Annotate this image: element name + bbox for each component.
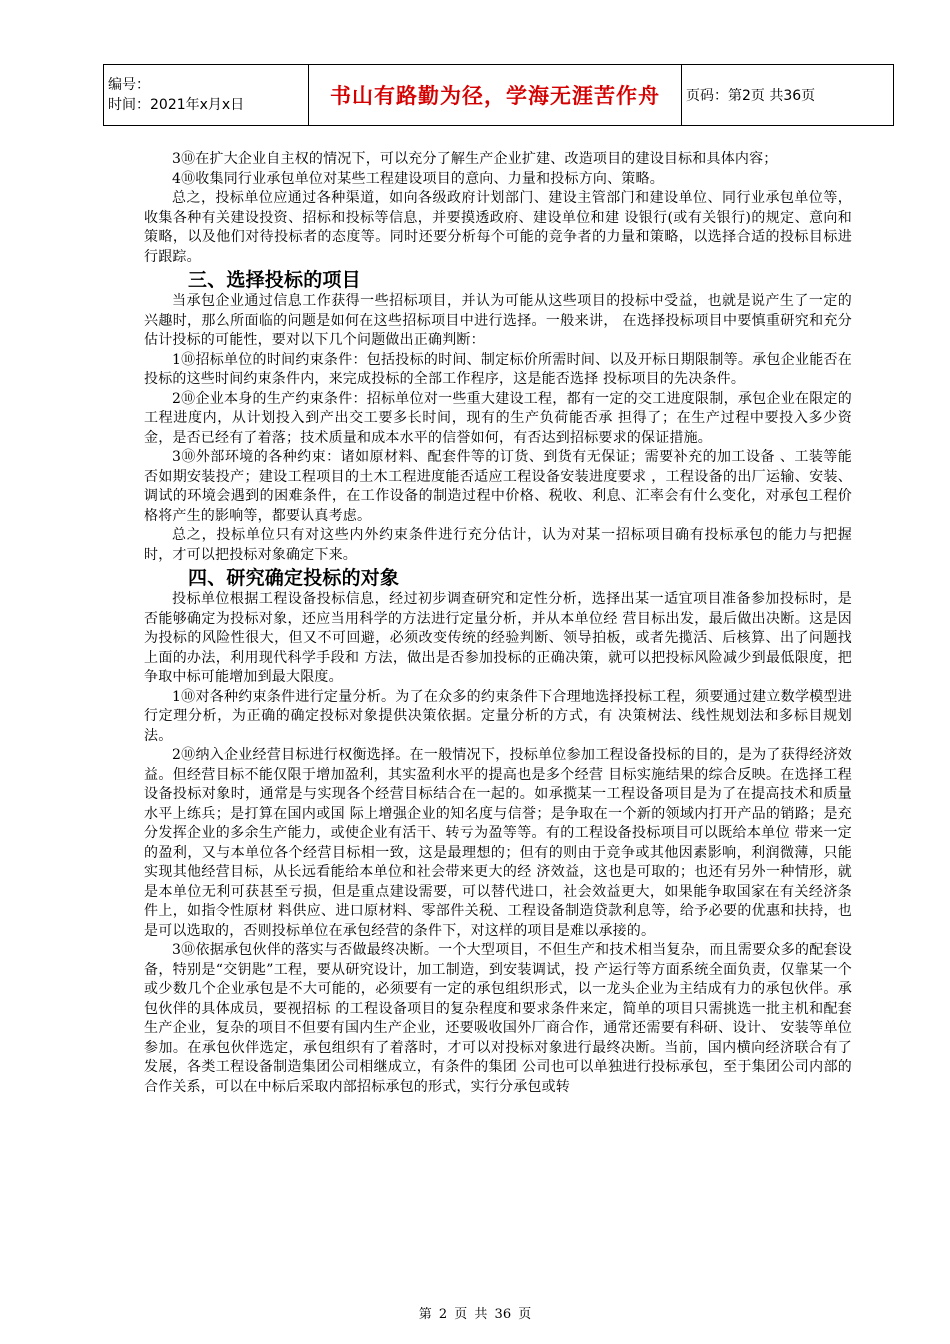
header-meta — [104, 65, 309, 126]
body-paragraph: 1⑩招标单位的时间约束条件：包括投标的时间、制定标价所需时间、以及开标日期限制等。承包企业能否在投标的这些时间约束条件内，来完成投标的全部工作程序，这是能否选择 投标项目的先决条件。 — [144, 351, 852, 387]
body-paragraph: 1⑩对各种约束条件进行定量分析。为了在众多的约束条件下合理地选择投标工程，须要通过建立数学模型进行定理分析，为正确的确定投标对象提供决策依据。定量分析的方式，有 决策树法、线性规划法和多标目规划法。 — [144, 688, 852, 744]
section-heading: 三、选择投标的项目 — [188, 269, 361, 291]
header-page-info: 页码：第2页 共36页 — [682, 65, 894, 126]
body-paragraph: 当承包企业通过信息工作获得一些招标项目，并认为可能从这些项目的投标中受益，也就是说产生了一定的兴趣时，那么所面临的问题是如何在这些招标项目中进行选择。一般来讲， 在选择投标项目中要慎重研究和充分估计投标的可能性，要对以下几个问题做出正确判断： — [144, 293, 852, 348]
body-paragraph: 投标单位根据工程设备投标信息，经过初步调查研究和定性分析，选择出某一适宜项目准备参加投标时，是否能够确定为投标对象，还应当用科学的方法进行定量分析，并从本单位经 营目标出发，最后做出决断。这是因为投标的风险性很大，但又不可回避，必须改变传统的经验判断、领导拍板，或者先揽活、后核算、出了问题找上面的办法，利用现代科学手段和 方法，做出是否参加投标的正确决策，就可以把投标风险减少到最低限度，把争取中标可能增加到最大限度。 — [144, 591, 852, 685]
section-heading: 四、研究确定投标的对象 — [188, 567, 400, 589]
body-paragraph: 2⑩企业本身的生产约束条件：招标单位对一些重大建设工程，都有一定的交工进度限制，承包企业在限定的工程进度内，从计划投入到产出交工要多长时间，现有的生产负荷能否承 担得了；在生产过程中要投入多少资金，是否已经有了着落；技术质量和成本水平的信誉如何，有否达到招标要求的保证措施。 — [144, 390, 852, 446]
header-motto: 书山有路勤为径，学海无涯苦作舟 — [309, 65, 682, 126]
body-paragraph: 总之，投标单位只有对这些内外约束条件进行充分估计，认为对某一招标项目确有投标承包的能力与把握时，才可以把投标对象确定下来。 — [144, 527, 852, 563]
document-header — [103, 64, 894, 126]
time-label: 时间：2021年x月x日 — [108, 97, 245, 113]
number-label: 编号： — [108, 77, 150, 93]
body-paragraph: 2⑩纳入企业经营目标进行权衡选择。在一般情况下，投标单位参加工程设备投标的目的，是为了获得经济效益。但经营目标不能仅限于增加盈利，其实盈利水平的提高也是多个经营 目标实施结果的综合反映。在选择工程设备投标对象时，通常是与实现各个经营目标结合在一起的。如承揽某一工程设备项目是为了在提高技术和质量水平上练兵；是打算在国内或国 际上增强企业的知名度与信誉；是争取在一个新的领域内打开产品的销路；是充分发挥企业的多余生产能力，或使企业有活干、转亏为盈等等。有的工程设备投标项目可以既给本单位 带来一定的盈利，又与本单位各个经营目标相一致，这是最理想的；但有的则由于竞争或其他因素影响，利润微薄，只能实现其他经营目标，从长远看能给本单位和社会带来更大的经 济效益，这也是可取的；也还有另外一种情形，就是本单位无利可获甚至亏损，但是重点建设需要，可以替代进口，社会效益更大，如果能争取国家在有关经济条件上，如指令性原材 料供应、进口原材料、零部件关税、工程设备制造贷款利息等，给予必要的优惠和扶持，也是可以选取的，否则投标单位在承包经营的条件下，对这样的项目是难以承接的。 — [144, 747, 852, 939]
body-paragraph: 3⑩在扩大企业自主权的情况下，可以充分了解生产企业扩建、改造项目的建设目标和具体内容； — [172, 151, 778, 167]
page-footer: 第 2 页 共 36 页 — [418, 1307, 532, 1322]
body-paragraph: 4⑩收集同行业承包单位对某些工程建设项目的意向、力量和投标方向、策略。 — [172, 170, 664, 187]
document-body — [144, 150, 852, 1097]
body-paragraph: 3⑩依据承包伙伴的落实与否做最终决断。一个大型项目，不但生产和技术相当复杂，而且需要众多的配套设备，特别是“交钥匙”工程，要从研究设计，加工制造，到安装调试，投 产运行等方面系统全面负责，仅靠某一个或少数几个企业承包是不大可能的，必须要有一定的承包组织形式，以一龙头企业为主结成有力的承包伙伴。承包伙伴的具体成员，要视招标 的工程设备项目的复杂程度和要求条件来定，简单的项目只需挑选一批主机和配套生产企业，复杂的项目不但要有国内生产企业，还要吸收国外厂商合作，通常还需要有科研、设计、 安装等单位参加。在承包伙伴选定，承包组织有了着落时，才可以对投标对象进行最终决断。当前，国内横向经济联合有了发展，各类工程设备制造集团公司相继成立，有条件的集团 公司也可以单独进行投标承包，至于集团公司内部的合作关系，可以在中标后采取内部招标承包的形式，实行分承包或转 — [144, 942, 852, 1095]
body-paragraph: 3⑩外部环境的各种约束：诸如原材料、配套件等的订货、到货有无保证；需要补充的加工设备 、工装等能否如期安装投产；建设工程项目的土木工程进度能否适应工程设备安装进度要求 ，工程设备的出厂运输、安装、调试的环境会遇到的困难条件，在工作设备的制造过程中价格、税收、利息、汇率会有什么变化，对承包工程价格将产生的影响等，都要认真考虑。 — [144, 449, 852, 524]
body-paragraph: 总之，投标单位应通过各种渠道，如向各级政府计划部门、建设主管部门和建设单位、同行业承包单位等，收集各种有关建设投资、招标和投标等信息，并要摸透政府、建设单位和建 设银行(或有关银行)的规定、意向和策略，以及他们对待投标者的态度等。同时还要分析每个可能的竞争者的力量和策略，以选择合适的投标目标进行跟踪。 — [144, 190, 852, 265]
